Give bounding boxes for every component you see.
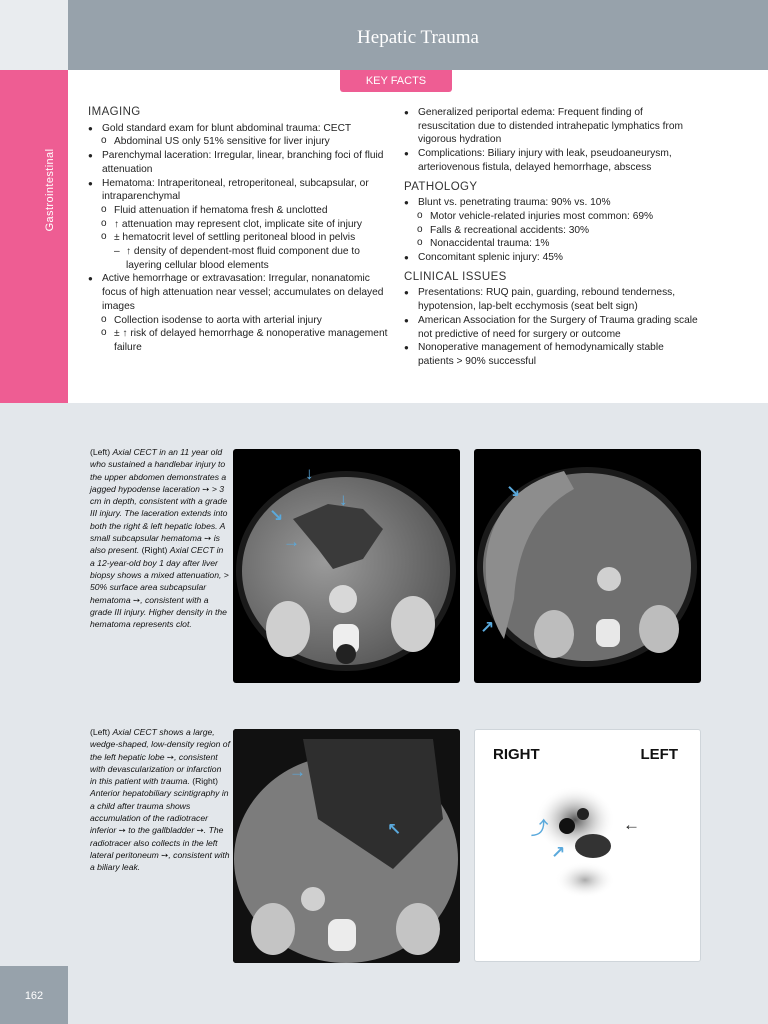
scinti-right-label: RIGHT <box>493 746 540 763</box>
arrow-icon: ➙ <box>116 825 126 836</box>
caption-text: to the gallbladder <box>125 825 195 836</box>
list-item: ● Nonoperative management of hemodynamically stable patients > 90% successful <box>404 341 700 368</box>
list-item: o Collection isodense to aorta with arterial injury <box>88 314 392 328</box>
scinti-left-label: LEFT <box>640 746 678 763</box>
open-arrow-icon: ➙ <box>130 594 141 605</box>
caption-text: , consistent with a biliary leak. <box>90 849 230 873</box>
caption-text: Axial CECT in an 11 year old who sustained a handlebar injury to the upper abdomen demonstrates a jagged hypodense laceration <box>90 447 227 494</box>
caption-text: Anterior hepatobiliary scintigraphy in a child after trauma shows accumulation of the radiotracer inferior <box>90 788 229 836</box>
arrow-icon: ↓ <box>339 490 348 509</box>
side-tab-label: Gastrointestinal <box>44 148 56 232</box>
page-number: 162 <box>24 990 44 1002</box>
arrow-icon: ↖ <box>387 820 402 839</box>
caption-text: > 3 cm in depth, consistent with a grade III injury. The laceration extends into both the right & left hepatic lobes. A small subcapsular hematoma <box>90 483 228 544</box>
arrow-icon: ↗ <box>551 843 566 862</box>
ct-image-subcapsular-hematoma <box>474 449 701 683</box>
list-item: ● Hematoma: Intraperitoneal, retroperitoneal, subcapsular, or intraparenchymal <box>88 177 392 204</box>
curved-arrow-icon: ⤴ <box>531 819 548 838</box>
curved-arrow-icon: ➙ <box>194 825 204 836</box>
list-item: ● American Association for the Surgery of Trauma grading scale not predictive of need for surgery or outcome <box>404 314 700 341</box>
list-item: o Falls & recreational accidents: 30% <box>404 224 700 238</box>
list-item: ● Complications: Biliary injury with leak, pseudoaneurysm, arteriovenous fistula, delayed hemorrhage, abscess <box>404 147 700 174</box>
caption-text: , consistent with a grade III injury. Higher density in the hematoma represents clot. <box>90 594 227 630</box>
ct-image-infarction <box>233 729 460 963</box>
open-arrow-icon: ➙ <box>158 849 169 860</box>
list-item: ● Generalized periportal edema: Frequent finding of resuscitation due to distended intrahepatic lymphatics from vigorous hydration <box>404 106 700 147</box>
clinical-heading: CLINICAL ISSUES <box>404 270 507 283</box>
arrow-icon: → <box>289 762 306 781</box>
list-item: – ↑ density of dependent-most fluid component due to layering cellular blood elements <box>88 245 392 272</box>
list-item: o ± hematocrit level of settling peritoneal blood in pelvis <box>88 231 392 245</box>
left-column <box>88 106 392 355</box>
list-item: o ↑ attenuation may represent clot, implicate site of injury <box>88 218 392 232</box>
page-header <box>68 0 768 70</box>
open-arrow-icon: ↘ <box>269 506 284 525</box>
arrow-icon: ↓ <box>305 464 314 483</box>
caption-label: (Left) <box>90 727 113 737</box>
key-facts-tab: KEY FACTS <box>340 70 452 92</box>
list-item: o Nonaccidental trauma: 1% <box>404 237 700 251</box>
ct-scan-graphic <box>233 449 460 683</box>
list-item: ● Presentations: RUQ pain, guarding, rebound tenderness, hypotension, lap-belt ecchymosis (seat belt sign) <box>404 286 700 313</box>
ct-scan-graphic <box>233 729 460 963</box>
list-item: ● Active hemorrhage or extravasation: Irregular, nonanatomic focus of high attenuation near vessel; accumulates on delayed images <box>88 272 392 313</box>
page-title: Hepatic Trauma <box>357 27 479 48</box>
clinical-list <box>404 286 700 368</box>
imaging-list <box>88 122 392 355</box>
list-item: ● Parenchymal laceration: Irregular, linear, branching foci of fluid attenuation <box>88 149 392 176</box>
list-item: ● Blunt vs. penetrating trauma: 90% vs. 10% <box>404 196 700 210</box>
open-arrow-icon: ➙ <box>201 533 212 544</box>
caption-label: (Right) <box>192 776 219 787</box>
imaging-heading: IMAGING <box>88 106 141 118</box>
page-number-box <box>0 966 68 1024</box>
caption-text: Axial CECT in a 12-year-old boy 1 day after liver biopsy shows a mixed attenuation, > 50% surface area subcapsular hematoma <box>90 545 229 605</box>
open-arrow-icon: ← <box>623 815 640 834</box>
caption-text: is also present. <box>90 533 220 556</box>
top-left-block <box>0 0 68 70</box>
pathology-list <box>404 196 700 265</box>
figure-caption-2 <box>90 726 230 874</box>
list-item: o Abdominal US only 51% sensitive for liver injury <box>88 135 392 149</box>
hepatobiliary-scintigraphy <box>474 729 701 962</box>
arrow-icon: ↘ <box>506 482 521 501</box>
caption-label: (Left) <box>90 447 113 457</box>
ct-image-laceration <box>233 449 460 683</box>
list-item: ● Gold standard exam for blunt abdominal trauma: CECT <box>88 122 392 136</box>
list-item: o Fluid attenuation if hematoma fresh & unclotted <box>88 204 392 218</box>
arrow-icon: ➙ <box>199 483 210 494</box>
section-side-tab <box>0 70 68 403</box>
scinti-graphic <box>475 730 701 962</box>
right-column <box>404 106 700 369</box>
list-item: o ± ↑ risk of delayed hemorrhage & nonoperative management failure <box>88 327 392 354</box>
caption-text: . The radiotracer also collects in the left lateral peritoneum <box>90 825 224 860</box>
caption-label: (Right) <box>141 545 170 556</box>
caption-text: , consistent with devascularization or infarction in this patient with trauma. <box>90 751 222 787</box>
imaging-continued-list <box>404 106 700 175</box>
arrow-icon: ↗ <box>480 618 495 637</box>
caption-text: Axial CECT shows a large, wedge-shaped, low-density region of the left hepatic lobe <box>90 727 230 762</box>
pathology-heading: PATHOLOGY <box>404 180 478 193</box>
arrow-icon: → <box>283 532 300 551</box>
key-facts-panel <box>68 92 768 403</box>
arrow-icon: ➙ <box>164 751 175 762</box>
list-item: ● Concomitant splenic injury: 45% <box>404 251 700 265</box>
figure-caption-1 <box>90 446 230 630</box>
list-item: o Motor vehicle-related injuries most common: 69% <box>404 210 700 224</box>
